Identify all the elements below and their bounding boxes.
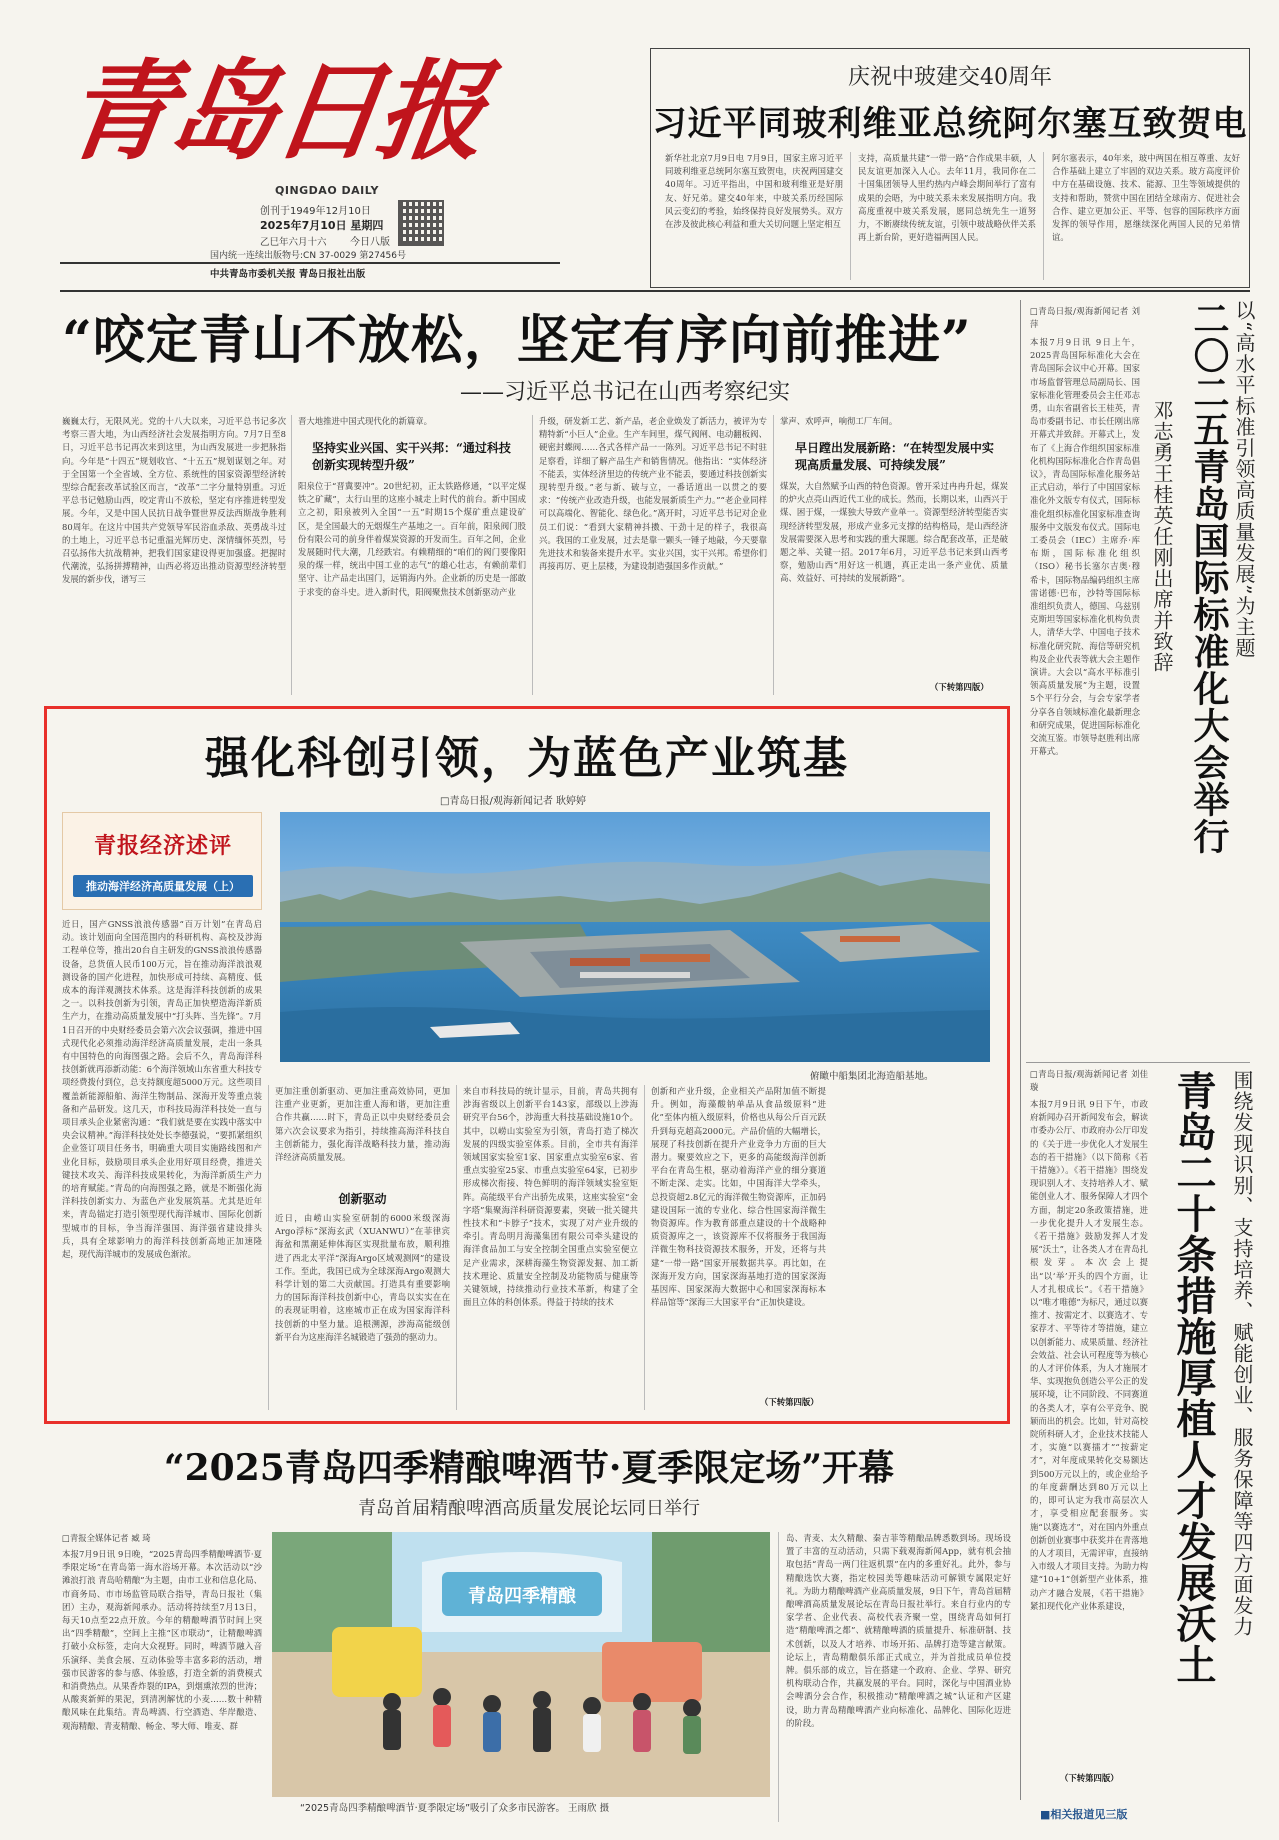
- lead-col4-top: 掌声、欢呼声，响彻工厂车间。: [780, 416, 898, 426]
- divider: [532, 415, 533, 695]
- masthead-founded: 创刊于1949年12月10日: [260, 206, 371, 217]
- divider: [268, 1085, 269, 1410]
- right2-byline: □青岛日报/观海新闻记者 刘佳璇: [1030, 1069, 1148, 1093]
- beer-subhead: 青岛首届精酿啤酒高质量发展论坛同日举行: [358, 1498, 700, 1519]
- masthead-date: 2025年7月10日 星期四: [260, 219, 384, 232]
- lead-col2-subhead: 坚持实业兴国、实干兴邦：“通过科技创新实现转型升级”: [312, 441, 511, 472]
- divider: [291, 415, 292, 695]
- beer-col2: 岛、青麦、太久精酿、秦吉菲等精酿品牌悉数到场。现场设置了丰富的互动活动，只需下载观海新闻App，就有机会抽取包括“青岛一两门往返机票”在内的多重好礼。此外，参与精酿选饮大赛，指定校园美等趣味活动可解锁专属限定好礼。为助力精酿啤酒产业高质量发展，9日下午，青岛首届精酿啤酒高质量发展论坛在青岛日报社举行。来自行业内的专家学者、企业代表、高校代表齐聚一堂，围绕青岛如何打造“精酿啤酒之都”、就精酿啤酒的质量提升、标准研制、技术创新，以及人才培养、市场开拓、品牌打造等建言献策。论坛上，青岛精酿俱乐部正式成立，并为首批成员单位授牌。俱乐部的成立，旨在搭建一个政府、企业、学界、研究机构联动合作，共赢发展的平台。同时，深化与中国酒业协会啤酒分会合作，积极推动“精酿啤酒之城”认证和产区建设，助力青岛精酿啤酒产业向标准化、品牌化、国际化迈进的阶段。: [786, 1533, 1011, 1728]
- top-news-col3: 阿尔塞表示，40年来，玻中两国在相互尊重、友好合作基础上建立了牢固的双边关系。玻方高度评价中方在基础设施、技术、能源、卫生等领域提供的支持和帮助，赞赏中国在团结全球南方、促进社会合作、建立更加公正、平等、包容的国际秩序方面发挥的领导作用，愿继续深化两国人民的兄弟情谊。: [1052, 153, 1240, 243]
- right1-body: 本报7月9日讯 9日上午，2025青岛国际标准化大会在青岛国际会议中心开幕。国家市场监督管理总局副局长、国家标准化管理委员会主任邓志勇，山东省副省长王桂英，青岛市委副书记、市长任刚出席开幕式并致辞。开幕式上，发布了《上海合作组织国家标准化机构国际标准化合作青岛倡议》，青岛国际标准化服务站正式启动，举行了中国国家标准化外文版专有仪式，国际标准化组织标准化国家标准查询服务中文版发布仪式。国际电工委员会（IEC）主席乔·库布斯，国际标准化组织（ISO）秘书长塞尔吉奥·穆希卡，国际物品编码组织主席雷诺德·巴布，沙特等国际标准组织负责人，德国、乌兹别克斯坦等国家标准化机构负责人，清华大学、中国电子技术标准化研究院、海信等研究机构及企业代表等就大会主题作演讲。大会以“高水平标准引领高质量发展”为主题，设置5个平行分会，与会专家学者分享各自领域标准化最新理念和研究成果，促进国际标准化交流互鉴。市领导赵胜利出席开幕式。: [1030, 337, 1140, 757]
- right2-headline: 青岛二十条措施厚植人才发展沃土: [1170, 1070, 1217, 1685]
- feature-jump: （下转第四版）: [760, 1397, 819, 1407]
- top-news-col2: 支持，高质量共建“一带一路”合作成果丰硕，人民友谊更加深入人心。去年11月，我同你在二十国集团领导人里约热内卢峰会期间举行了富有成果的会晤，为中玻关系未来发展指明方向。我高度重视中玻关系发展，愿同总统先生一道努力，不断赓续传统友谊，引领中玻战略伙伴关系再上新台阶，更好造福两国人民。: [858, 153, 1036, 243]
- column-name: 青报经济述评: [93, 833, 232, 859]
- right-divider: [1026, 1062, 1250, 1063]
- divider: [850, 152, 851, 280]
- feature-col1: 近日，国产GNSS浪浪传感器“百万计划”在青岛启动。该计划面向全国范围内的科研机构、高校及涉海工程单位等，推出20台自主研发的GNSS浪浪传感器设备，总货值人民币100万元，旨在推动海洋浪浪观测设备的国产化进程，加快形成可持续、高精度、低成本的海洋观测技术体系。这是海洋科技创新的成果之一。以科技创新为引领，青岛正加快塑造海洋新质生产力，在推动高质量发展中“打头阵、当先锋”。7月1日召开的中央财经委员会第六次会议强调，推进中国式现代化必须推动海洋经济高质量发展，走出一条具有中国特色的向海图强之路。会后不久，青岛海洋科技创新就再添新动能：6个海洋领域山东省重大科技专项经费拨付到位，总支持额度超5000万元。这些项目覆盖新能源船舶、海洋生物制品、深海开发等重点装备和产品研发。这几天，市科技局海洋科技处一直与项目承头企业紧密沟通：“我们就是要在实践中落实中央会议精神。”海洋科技处处长李德强说，“要抓紧组织企业签订项目任务书，明确重大项目实施路线图和产业化目标，鼓励项目承头企业用好项目经费，推进关键技术攻关、海洋科技成果转化，为海洋新质生产力的培育赋能。”青岛的向海图强之路，就是不断强化海洋科技创新实力、为蓝色产业发展筑基。尤其是近年来，青岛锚定打造引领型现代海洋城市、国际化创新型城市的目标，争当海洋强国、海洋强省建设排头兵，具有全球影响力的海洋科技创新高地正加速隆起，现代海洋城市的发展成色渐浓。: [62, 919, 262, 1260]
- feature-col2-b: 近日，由崂山实验室研制的6000米级深海Argo浮标“深海玄武（XUANWU）”在菲律宾海盆和黑潮延伸体海区实现批量布放，顺利推进了西北太平洋“深海Argo区域观测网”的建设工作。至此，我国已成为全球深海Argo观测大科学计划的第二大贡献国。打造具有重要影响力的国际海洋科技创新中心，青岛以实实在在的表现证明着，这座城市正在成为国家海洋科技创新的中坚力量。追根溯源，涉海高能级创新平台为这座海洋名城锻造了强劲的驱动力。: [275, 1213, 450, 1342]
- top-news-kicker: 庆祝中玻建交40周年: [848, 65, 1052, 90]
- divider: [456, 1085, 457, 1410]
- feature-col3: 来自市科技局的统计显示，目前，青岛共拥有涉海省级以上创新平台143家，部级以上涉海研究平台56个，涉海重大科技基础设施10个。其中，以崂山实验室为引领，青岛打造了梯次发展的四级实验室体系。目前，全市共有海洋领域国家实验室1家、国家重点实验室6家、省重点实验室25家、市重点实验室64家，已初步形成梯次衔接、特色鲜明的海洋领域实验室矩阵。高能级平台产出骄先成果，这座实验室“金字塔”集聚海洋科研资源要素，突破一批关键共性技术和“卡脖子”技术，实现了对产业升级的牵引。青岛明月海藻集团有限公司牵头建设的海洋食品加工与安全控制全国重点实验室便立足产业需求，深耕海藻生物资源发掘、加工新技术理论、质量安全控制及功能物质与健康等关键领域，持续推动行业技术革新，构建了全面且立体的科创体系。得益于持续的技术: [463, 1086, 638, 1308]
- top-news-col1: 新华社北京7月9日电 7月9日，国家主席习近平同玻利维亚总统阿尔塞互致贺电，庆祝两国建交40周年。习近平指出，中国和玻利维亚是好朋友、好兄弟。建交40年来，中玻关系历经国际风云变幻的考验，始终保持良好发展势头。双方在涉及彼此核心利益和重大关切问题上坚定相互: [665, 153, 843, 230]
- harbor-photo-caption: 俯瞰中船集团北海造船基地。: [810, 1071, 934, 1082]
- right2-jump: （下转第四版）: [1060, 1773, 1119, 1783]
- beer-col1: 本报7月9日讯 9日晚，“2025青岛四季精酿啤酒节·夏季限定场”在青岛第一海水浴场开幕。本次活动以“沙滩浪打浪 青岛哈精酿”为主题，由市工业和信息化局、市商务局、市市场监管局联合指导，青岛日报社（集团）主办，观海新闻承办。活动将持续至7月13日，每天10点至22点开放。今年的精酿啤酒节时间上突出“四季精酿”，空间上主推“区市联动”，让精酿啤酒打破小众标签，走向大众视野。同时，啤酒节融入音乐演绎、美食会展、互动体验等丰富多彩的活动，增强市民游客的参与感、体验感，打造全新的消费模式和消费热点。从果香炸裂的IPA，到烟熏浓烈的世涛；从酸爽新鲜的果泥，到清冽解忧的小麦……数十种精酿风味在此集结。青岛啤酒、行空酒造、华岸酿造、观海精酿、青麦精酿、畅金、琴大师、唯麦、群: [62, 1549, 262, 1731]
- right1-sub: 以“高水平标准引领高质量发展”为主题: [1232, 300, 1256, 659]
- beer-photo-sign: 青岛四季精酿: [468, 1586, 576, 1607]
- qr-code-icon: [398, 200, 444, 246]
- harbor-photo-illustration: [280, 812, 990, 1062]
- feature-col2-subhead: 创新驱动: [338, 1192, 387, 1206]
- beer-photo-illustration: [272, 1532, 770, 1797]
- masthead-pages: 今日八版: [350, 237, 390, 248]
- lead-col1: 巍巍太行，无限风光。党的十八大以来，习近平总书记多次考察三晋大地，为山西经济社会发展指明方向。7月7日至8日，习近平总书记再次来到这里，为山西发展进一步把脉指向。今年是“十四五”规划收官、“十五五”规划谋划之年。对于全国第一个全省域、全方位、系统性的国家资源型经济转型综合配套改革试验区而言，“改革”二字分量特别重。习近平总书记勉励山西，咬定青山不放松，坚定有序推进转型发展。今年，又是中国人民抗日战争暨世界反法西斯战争胜利80周年。在这片中国共产党领导军民浴血杀敌、英勇战斗过的土地上，习近平总书记重温光辉历史、深情缅怀英烈，号召弘扬伟大抗战精神，把我们国家建设得更加强盛。把握时代潮流，弘扬拼搏精神，山西必将迈出推动资源型经济转型发展的新步伐，谱写三: [62, 416, 286, 585]
- masthead-en-name: QINGDAO DAILY: [275, 184, 380, 197]
- masthead-issue-no: 国内统一连续出版物号:CN 37-0029 第27456号: [210, 251, 407, 261]
- lead-jump: （下转第四版）: [930, 682, 989, 692]
- beer-headline: “2025青岛四季精酿啤酒节·夏季限定场”开幕: [163, 1447, 895, 1489]
- lead-col3: 升级，研发新工艺、新产品，老企业焕发了新活力，被评为专精特新“小巨人”企业。生产车间里，煤气阀闸、电动翻板阀、硬密封蝶阀……各式各样产品一一陈列。习近平总书记不时驻足察看，详细了解产品生产和销售情况。他指出：“实体经济不能丢，实体经济里边的传统产业不能丢，要通过科技创新实现转型升级。”老与新、破与立，一番话道出一以贯之的要求：“传统产业改造升级，也能发展新质生产力。”“老企业同样可以高端化、智能化、绿色化。”离开时，习近平总书记对企业员工们说：“看到大家精神抖擞、干劲十足的样子，我很高兴。我国的工业发展，过去是靠一颗头一锤子地敲，今天要靠先进技术和装备来提升水平。实业兴国，实干兴邦。希望你们再接再厉、更上层楼，为建设制造强国多作贡献。”: [539, 416, 767, 572]
- divider: [1020, 300, 1021, 1800]
- right1-byline: □青岛日报/观海新闻记者 刘 萍: [1030, 306, 1140, 330]
- feature-col4: 创新和产业升级，企业相关产品附加值不断提升。例如，海藻酸钠单品从食品级原料“进化”至体内植入级原料，价格也从每公斤百元跃升到每克超高2000元。产品价值的大幅增长，展现了科技创新在提升产业竞争力方面的巨大潜力。聚要效应之下，更多的高能级海洋创新平台在青岛生根，驱动着海洋产业的细分赛道不断走深、走实。比如，中国海洋大学牵头，总投资超2.8亿元的海洋微生物资源库，正加码建设国际一流的专业化、综合性国家海洋微生物资源库。作为教育部重点建设的十个战略种质资源库之一，该资源库不仅将服务于我国海洋微生物科技资源技术服务，开发，还将与共建“一带一路”国家开展数据共享。再比如，在深海开发方向，国家深海基地打造的国家深海基因库、国家深海大数据中心和国家深海标本样品馆等“深海三大国家平台”正加快建设。: [651, 1086, 826, 1308]
- lead-col4-subhead: 早日蹚出发展新路：“在转型发展中实现高质量发展、可持续发展”: [795, 441, 994, 472]
- right1-headline: 二〇二五青岛国际标准化大会举行: [1188, 300, 1230, 855]
- masthead-publisher: 中共青岛市委机关报 青岛日报社出版: [210, 269, 366, 280]
- right2-body: 本报7月9日讯 9日下午，市政府新闻办召开新闻发布会，解读市委办公厅、市政府办公厅印发的《关于进一步优化人才发展生态的若干措施》（以下简称《若干措施》）。《若干措施》围绕发现识别人才、支持培养人才、赋能创业人才、服务保障人才四个方面，制定20条政策措施，进一步优化提升人才发展生态。《若干措施》鼓励发挥人才发展“沃土”，让各类人才在青岛扎根发芽。本次会上提出“以‘举’开头的四个方面，让人才扎根成长”。《若干措施》以“唯才唯德”为标尺，通过以赛推才、按需定才、以赛选才、专家荐才、平等待才等措施，建立以创新能力、成果质量、经济社会效益、社会认可程度等为核心的人才评价体系，为人才施展才华、实现抱负创造公平公正的发展环境，让不同阶段、不同赛道的各类人才，享有公平竞争、脱颖而出的机会。比如，针对高校院所科研人才，企业技术技能人才，实施“以赛擂才”“按薪定才”，对年度成果转化交易额达到500万元以上的，或企业给予的年度薪酬达到80万元以上的，即可认定为我市高层次人才，享受相应配套服务。实施“以赛选才”，对在国内外重点创新创业赛事中获奖并在青落地的人才项目，无需评审，直接纳入市级人才项目支持。为助力构建“10+1”创新型产业体系，推动产才融合发展，《若干措施》紧扣现代化产业体系建设，: [1030, 1099, 1148, 1611]
- feature-headline: 强化科创引领，为蓝色产业筑基: [205, 733, 849, 784]
- masthead-lunar: 乙巳年六月十六: [260, 237, 327, 248]
- related-reports: ■相关报道见三版: [1040, 1808, 1128, 1821]
- masthead-rule: [60, 262, 560, 264]
- masthead: [57, 36, 580, 266]
- column-label: [62, 812, 262, 910]
- beer-photo-caption: “2025青岛四季精酿啤酒节·夏季限定场”吸引了众多市民游客。 王雨欣 摄: [300, 1803, 610, 1814]
- harbor-photo: [280, 812, 990, 1062]
- divider: [644, 1085, 645, 1410]
- divider: [778, 1532, 779, 1822]
- lead-col4: 煤炭，大自然赋予山西的特色资源。曾开采过冉冉升起，煤炭的炉火点亮山西近代工业的成长。然而，长期以来，山西兴于煤、困于煤，一煤独大导致产业单一。资源型经济转型能否实现经济转型发展，形成产业多元支撑的结构格局，是山西经济发展需要深入思考和实践的重大课题。综合配套改革，正是破题之举、关键一招。2017年6月，习近平总书记来到山西考察，勉励山西“用好这一机遇，真正走出一条产业优、质量高、效益好、可持续的发展新路”。: [780, 481, 1008, 584]
- lead-headline: “咬定青山不放松，坚定有序向前推进”: [62, 310, 972, 371]
- feature-byline: □青岛日报/观海新闻记者 耿婷婷: [440, 796, 586, 807]
- lead-col2: 阳泉位于“晋冀要冲”。20世纪初，正太铁路修通，“以平定煤铁之矿藏”，太行山里的这座小城走上时代的前台。新中国成立之初，阳泉被列入全国“一五”时期15个煤矿重点建设矿区，是全国最大的无烟煤生产基地之一。百年前，阳泉阀门股份有限公司的前身伴着煤炭资源的开发而生。百年之间，企业发展随时代大潮，几经跌宕。有赖精细的“咱们的阀门要像阳泉的煤一样，统出中国工业的志气”的雄心壮志，有赖前辈们坚守、让产品走出国门，远销海内外。企业新的历史是一部敢于求变的奋斗史。进入新时代，阳阀聚焦技术创新驱动产业: [298, 481, 526, 597]
- top-news-headline: 习近平同玻利维亚总统阿尔塞互致贺电: [652, 104, 1248, 144]
- lead-subhead: ——习近平总书记在山西考察纪实: [460, 380, 791, 405]
- masthead-logo: 青岛日报: [57, 49, 491, 175]
- column-tag: 推动海洋经济高质量发展（上）: [73, 875, 253, 897]
- beer-byline: □青报全媒体记者 臧 琦: [62, 1533, 151, 1543]
- right1-sub2: 邓志勇王桂英任刚出席并致辞: [1150, 400, 1174, 673]
- top-rule: [60, 290, 1250, 292]
- divider: [773, 415, 774, 695]
- beer-photo: [272, 1532, 770, 1797]
- divider: [1043, 152, 1044, 280]
- right2-sub: 围绕发现识别、支持培养、赋能创业、服务保障等四方面发力: [1230, 1070, 1254, 1637]
- feature-col2: 更加注重创新驱动、更加注重高效协同，更加注重产业更新，更加注重人海和谐，更加注重合作共赢……时下，青岛正以中央财经委员会第六次会议要求为指引，持续推高海洋科技自主创新能力，强化海洋战略科技力量，推动海洋经济高质量发展。: [275, 1086, 450, 1163]
- lead-col2-top: 晋大地推进中国式现代化的新篇章。: [298, 416, 432, 426]
